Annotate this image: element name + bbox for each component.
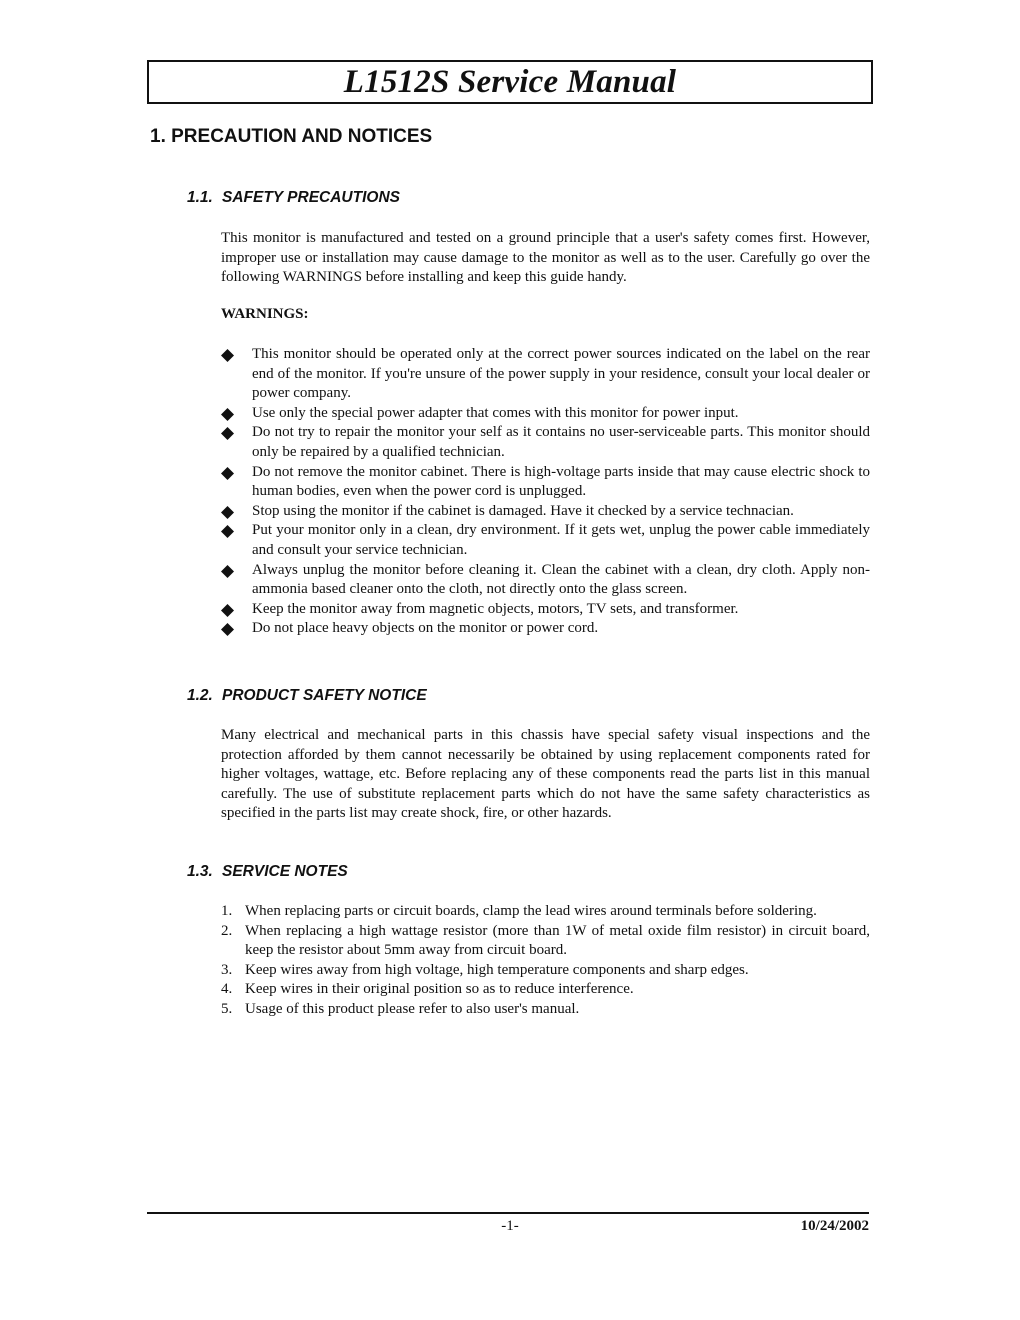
- section-heading-service-notes: [187, 863, 348, 881]
- footer-date: 10/24/2002: [800, 1218, 869, 1234]
- warning-item: Keep the monitor away from magnetic objects, motors, TV sets, and transformer.: [221, 600, 870, 620]
- diamond-bullet-icon: [221, 408, 234, 421]
- diamond-bullet-icon: [221, 506, 234, 519]
- warning-item: Do not place heavy objects on the monitor or power cord.: [221, 619, 870, 639]
- service-note-item: 3. Keep wires away from high voltage, high temperature components and sharp edges.: [221, 961, 749, 978]
- diamond-bullet-icon: [221, 427, 234, 440]
- diamond-bullet-icon: [221, 467, 234, 480]
- page-number: -1-: [501, 1218, 519, 1234]
- section-number: 1.2.: [187, 687, 213, 704]
- section-number: 1.3.: [187, 863, 213, 880]
- warning-item: Do not remove the monitor cabinet. There is high-voltage parts inside that may cause electric shock to human bodies, even when the power cord is unplugged.: [221, 463, 870, 502]
- warning-item: Always unplug the monitor before cleaning it. Clean the cabinet with a clean, dry cloth. Apply non-ammonia based cleaner onto the cloth, not directly onto the glass screen.: [221, 561, 870, 600]
- warning-item: This monitor should be operated only at the correct power sources indicated on the label on the rear end of the monitor. If you're unsure of the power supply in your residence, consult your local dealer or power company.: [221, 345, 870, 404]
- chapter-heading: 1. PRECAUTION AND NOTICES: [150, 126, 433, 147]
- diamond-bullet-icon: [221, 565, 234, 578]
- section-heading-safety: [187, 189, 400, 207]
- warning-item: Stop using the monitor if the cabinet is damaged. Have it checked by a service technacian.: [221, 502, 870, 522]
- document-title: L1512S Service Manual: [343, 63, 677, 100]
- service-note-item: 5. Usage of this product please refer to also user's manual.: [221, 1000, 580, 1017]
- warnings-label: WARNINGS:: [221, 306, 309, 322]
- warnings-list: [221, 345, 870, 639]
- diamond-bullet-icon: [221, 604, 234, 617]
- service-note-item: 4. Keep wires in their original position so as to reduce interference.: [221, 981, 634, 998]
- service-notes-list: [221, 902, 870, 1020]
- title-box: [147, 60, 873, 104]
- diamond-bullet-icon: [221, 623, 234, 636]
- warning-item: Use only the special power adapter that comes with this monitor for power input.: [221, 404, 870, 424]
- safety-intro-paragraph: This monitor is manufactured and tested on a ground principle that a user's safety comes first. However, improper use or installation may cause damage to the monitor as well as to the user. Carefully go over the following WARNINGS before installing and keep this guide handy.: [221, 230, 870, 286]
- section-title: SERVICE NOTES: [222, 863, 348, 880]
- section-number: 1.1.: [187, 189, 213, 206]
- section-title: SAFETY PRECAUTIONS: [222, 189, 400, 206]
- product-safety-paragraph: Many electrical and mechanical parts in this chassis have special safety visual inspections and the protection afforded by them cannot necessarily be obtained by using replacement components rated for higher voltages, wattage, etc. Before replacing any of these components read the parts list in this manual carefully. The use of substitute replacement parts which do not have the same safety characteristics as specified in the parts list may create shock, fire, or other hazards.: [221, 727, 870, 822]
- service-note-item: 1. When replacing parts or circuit boards, clamp the lead wires around terminals before soldering.: [221, 903, 817, 919]
- warning-item: Do not try to repair the monitor your self as it contains no user-serviceable parts. This monitor should only be repaired by a qualified technician.: [221, 423, 870, 462]
- diamond-bullet-icon: [221, 525, 234, 538]
- diamond-bullet-icon: [221, 349, 234, 362]
- warning-item: Put your monitor only in a clean, dry environment. If it gets wet, unplug the power cable immediately and consult your service technician.: [221, 521, 870, 560]
- footer-rule: [147, 1212, 869, 1214]
- section-heading-product-safety: [187, 687, 427, 705]
- service-note-item: 2. When replacing a high wattage resistor (more than 1W of metal oxide film resistor) in circuit board, keep the resistor about 5mm away from circuit board.: [221, 922, 870, 959]
- section-title: PRODUCT SAFETY NOTICE: [222, 687, 427, 704]
